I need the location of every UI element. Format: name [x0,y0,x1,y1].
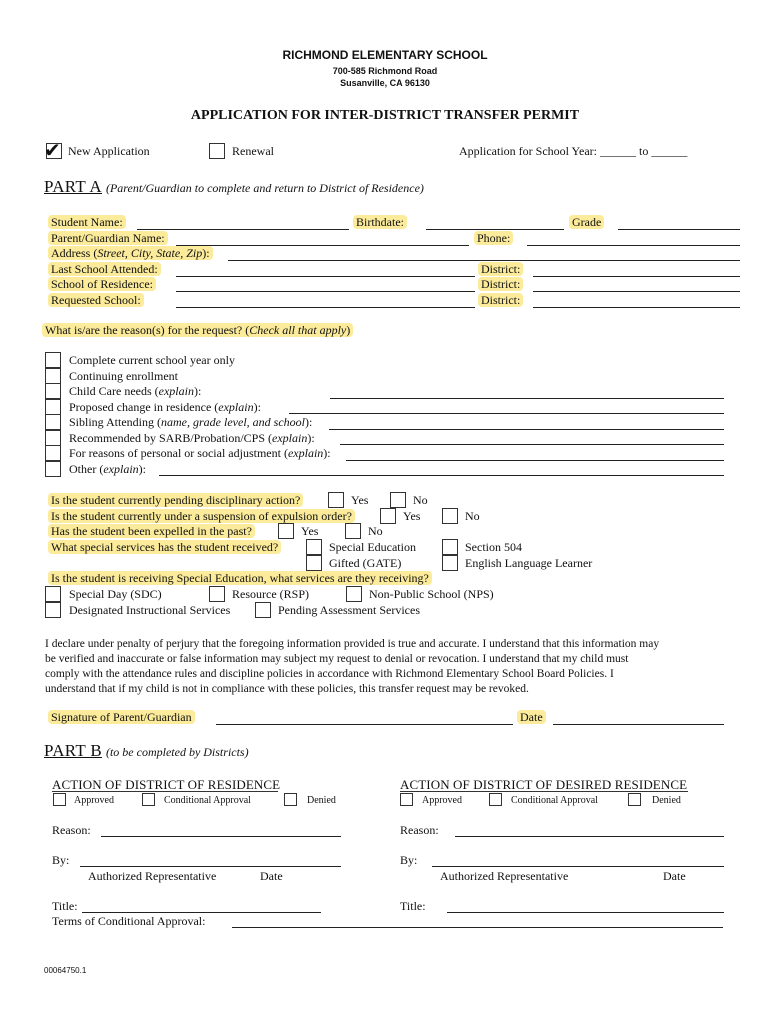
left-title-field[interactable] [82,912,321,913]
no-label: No [465,509,480,523]
birthdate-label: Birthdate: [353,215,407,230]
section-504-checkbox[interactable] [442,539,458,555]
page-title: APPLICATION FOR INTER-DISTRICT TRANSFER PERMIT [190,108,580,123]
last-school-field[interactable] [176,276,475,277]
phone-label: Phone: [474,231,513,246]
left-conditional-checkbox[interactable] [142,793,155,806]
checkmark-icon: ✔ [44,138,61,162]
reason-checkbox[interactable] [45,368,61,384]
right-by-label: By: [400,853,418,867]
reason-explain-field[interactable] [340,444,724,445]
reason-checkbox[interactable] [45,399,61,415]
school-year-field[interactable]: Application for School Year: ______ to ______ [459,144,688,158]
ell-label: English Language Learner [465,556,593,570]
yes-label: Yes [301,524,319,538]
requested-school-label: Requested School: [48,293,144,308]
pending-assessment-checkbox[interactable] [255,602,271,618]
part-a-title: PART A [44,177,102,196]
left-auth-rep-label: Authorized Representative [88,869,217,883]
left-action-title-underline [52,791,278,792]
signature-field[interactable] [216,724,513,725]
requested-school-field[interactable] [176,307,475,308]
declaration-line: I declare under penalty of perjury that the foregoing information provided is true and accurate. I understand that this information may [45,638,660,650]
reason-explain-field[interactable] [330,398,724,399]
right-reason-label: Reason: [400,823,439,837]
student-name-field[interactable] [137,229,349,230]
gifted-label: Gifted (GATE) [329,556,402,570]
right-denied-checkbox[interactable] [628,793,641,806]
sdc-checkbox[interactable] [45,586,61,602]
nps-checkbox[interactable] [346,586,362,602]
declaration-line: comply with the attendance rules and discipline policies in accordance with Richmond Elementary School Board Policies. I [45,668,614,680]
district-field-2[interactable] [533,291,740,292]
reason-checkbox[interactable] [45,383,61,399]
sped-services-question: Is the student is receiving Special Education, what services are they receiving? [48,571,432,586]
reason-explain-field[interactable] [289,413,724,414]
reason-checkbox[interactable] [45,430,61,446]
right-by-field[interactable] [432,866,724,867]
part-b-title: PART B [44,741,102,760]
school-residence-field[interactable] [176,291,475,292]
disciplinary-yes-checkbox[interactable] [328,492,344,508]
reason-label: Other (explain): [69,462,146,476]
no-label: No [368,524,383,538]
left-approved-checkbox[interactable] [53,793,66,806]
declaration-line: be verified and inaccurate or false information may subject my request to denial or revocation. I understand that my child must [45,653,629,665]
section-504-label: Section 504 [465,540,522,554]
left-date-label: Date [260,869,283,883]
grade-field[interactable] [618,229,740,230]
last-school-label: Last School Attended: [48,262,161,277]
left-title-label: Title: [52,899,78,913]
reason-label: Proposed change in residence (explain): [69,400,261,414]
left-action-title: ACTION OF DISTRICT OF RESIDENCE [52,777,281,792]
part-a-instruction: (Parent/Guardian to complete and return to District of Residence) [105,181,424,195]
district-field-3[interactable] [533,307,740,308]
right-title-label: Title: [400,899,426,913]
special-education-label: Special Education [329,540,416,554]
signature-date-label: Date [517,710,546,725]
right-action-title-underline [400,791,688,792]
parent-name-field[interactable] [176,245,469,246]
left-reason-field[interactable] [101,836,341,837]
parent-name-label: Parent/Guardian Name: [48,231,168,246]
school-address-line2: Susanville, CA 96130 [340,78,430,88]
terms-label: Terms of Conditional Approval: [52,914,206,928]
expelled-question: Has the student been expelled in the past? [48,524,255,539]
reason-checkbox[interactable] [45,445,61,461]
reason-explain-field[interactable] [159,475,724,476]
document-code: 00064750.1 [44,966,87,975]
school-residence-label: School of Residence: [48,277,156,292]
reason-explain-field[interactable] [329,429,724,430]
pending-assessment-label: Pending Assessment Services [278,603,420,617]
right-approved-label: Approved [422,795,462,806]
left-by-field[interactable] [80,866,341,867]
suspension-question: Is the student currently under a suspension of expulsion order? [48,509,355,524]
no-label: No [413,493,428,507]
district-field-1[interactable] [533,276,740,277]
reason-label: Recommended by SARB/Probation/CPS (explain): [69,431,315,445]
reason-checkbox[interactable] [45,461,61,477]
renewal-checkbox[interactable] [209,143,225,159]
right-conditional-label: Conditional Approval [511,795,598,806]
school-address-line1: 700-585 Richmond Road [332,66,438,76]
reason-checkbox[interactable] [45,352,61,368]
declaration-line: understand that if my child is not in compliance with these policies, this transfer request may be revoked. [45,683,529,695]
address-field[interactable] [228,260,740,261]
left-by-label: By: [52,853,70,867]
signature-date-field[interactable] [553,724,724,725]
nps-label: Non-Public School (NPS) [369,587,494,601]
special-education-checkbox[interactable] [306,539,322,555]
student-name-label: Student Name: [48,215,126,230]
right-date-label: Date [663,869,686,883]
disciplinary-question: Is the student currently pending disciplinary action? [48,493,303,508]
part-b-heading [44,741,249,761]
rsp-label: Resource (RSP) [232,587,309,601]
expelled-no-checkbox[interactable] [345,523,361,539]
right-reason-field[interactable] [455,836,724,837]
left-reason-label: Reason: [52,823,91,837]
reason-label: Complete current school year only [69,353,235,367]
left-denied-label: Denied [307,795,336,806]
signature-label: Signature of Parent/Guardian [48,710,195,725]
reason-label: Continuing enrollment [69,369,178,383]
phone-field[interactable] [527,245,740,246]
birthdate-field[interactable] [426,229,564,230]
reason-label: For reasons of personal or social adjustment (explain): [69,446,331,460]
grade-label: Grade [569,215,604,230]
district-label-3: District: [478,293,523,308]
services-question: What special services has the student received? [48,540,281,555]
right-action-title: ACTION OF DISTRICT OF DESIRED RESIDENCE [400,777,688,792]
left-approved-label: Approved [74,795,114,806]
suspension-yes-checkbox[interactable] [380,508,396,524]
ell-checkbox[interactable] [442,555,458,571]
sdc-label: Special Day (SDC) [69,587,162,601]
address-label: Address (Street, City, State, Zip): [48,246,213,261]
left-denied-checkbox[interactable] [284,793,297,806]
district-label-2: District: [478,277,523,292]
right-title-field[interactable] [447,912,724,913]
terms-field[interactable] [232,927,723,928]
yes-label: Yes [351,493,369,507]
part-a-heading [44,177,424,197]
school-name: RICHMOND ELEMENTARY SCHOOL [282,48,488,62]
suspension-no-checkbox[interactable] [442,508,458,524]
renewal-label: Renewal [232,144,274,158]
reason-checkbox[interactable] [45,414,61,430]
right-conditional-checkbox[interactable] [489,793,502,806]
expelled-yes-checkbox[interactable] [278,523,294,539]
right-auth-rep-label: Authorized Representative [440,869,569,883]
left-conditional-label: Conditional Approval [164,795,251,806]
reason-label: Child Care needs (explain): [69,384,202,398]
right-approved-checkbox[interactable] [400,793,413,806]
dis-label: Designated Instructional Services [69,603,231,617]
dis-checkbox[interactable] [45,602,61,618]
district-label-1: District: [478,262,523,277]
gifted-checkbox[interactable] [306,555,322,571]
yes-label: Yes [403,509,421,523]
new-application-label: New Application [68,144,150,158]
reasons-question: What is/are the reason(s) for the request? (Check all that apply) [42,323,353,338]
part-b-instruction: (to be completed by Districts) [105,745,249,759]
rsp-checkbox[interactable] [209,586,225,602]
reason-label: Sibling Attending (name, grade level, and school): [69,415,313,429]
disciplinary-no-checkbox[interactable] [390,492,406,508]
right-denied-label: Denied [652,795,681,806]
reason-explain-field[interactable] [346,460,724,461]
